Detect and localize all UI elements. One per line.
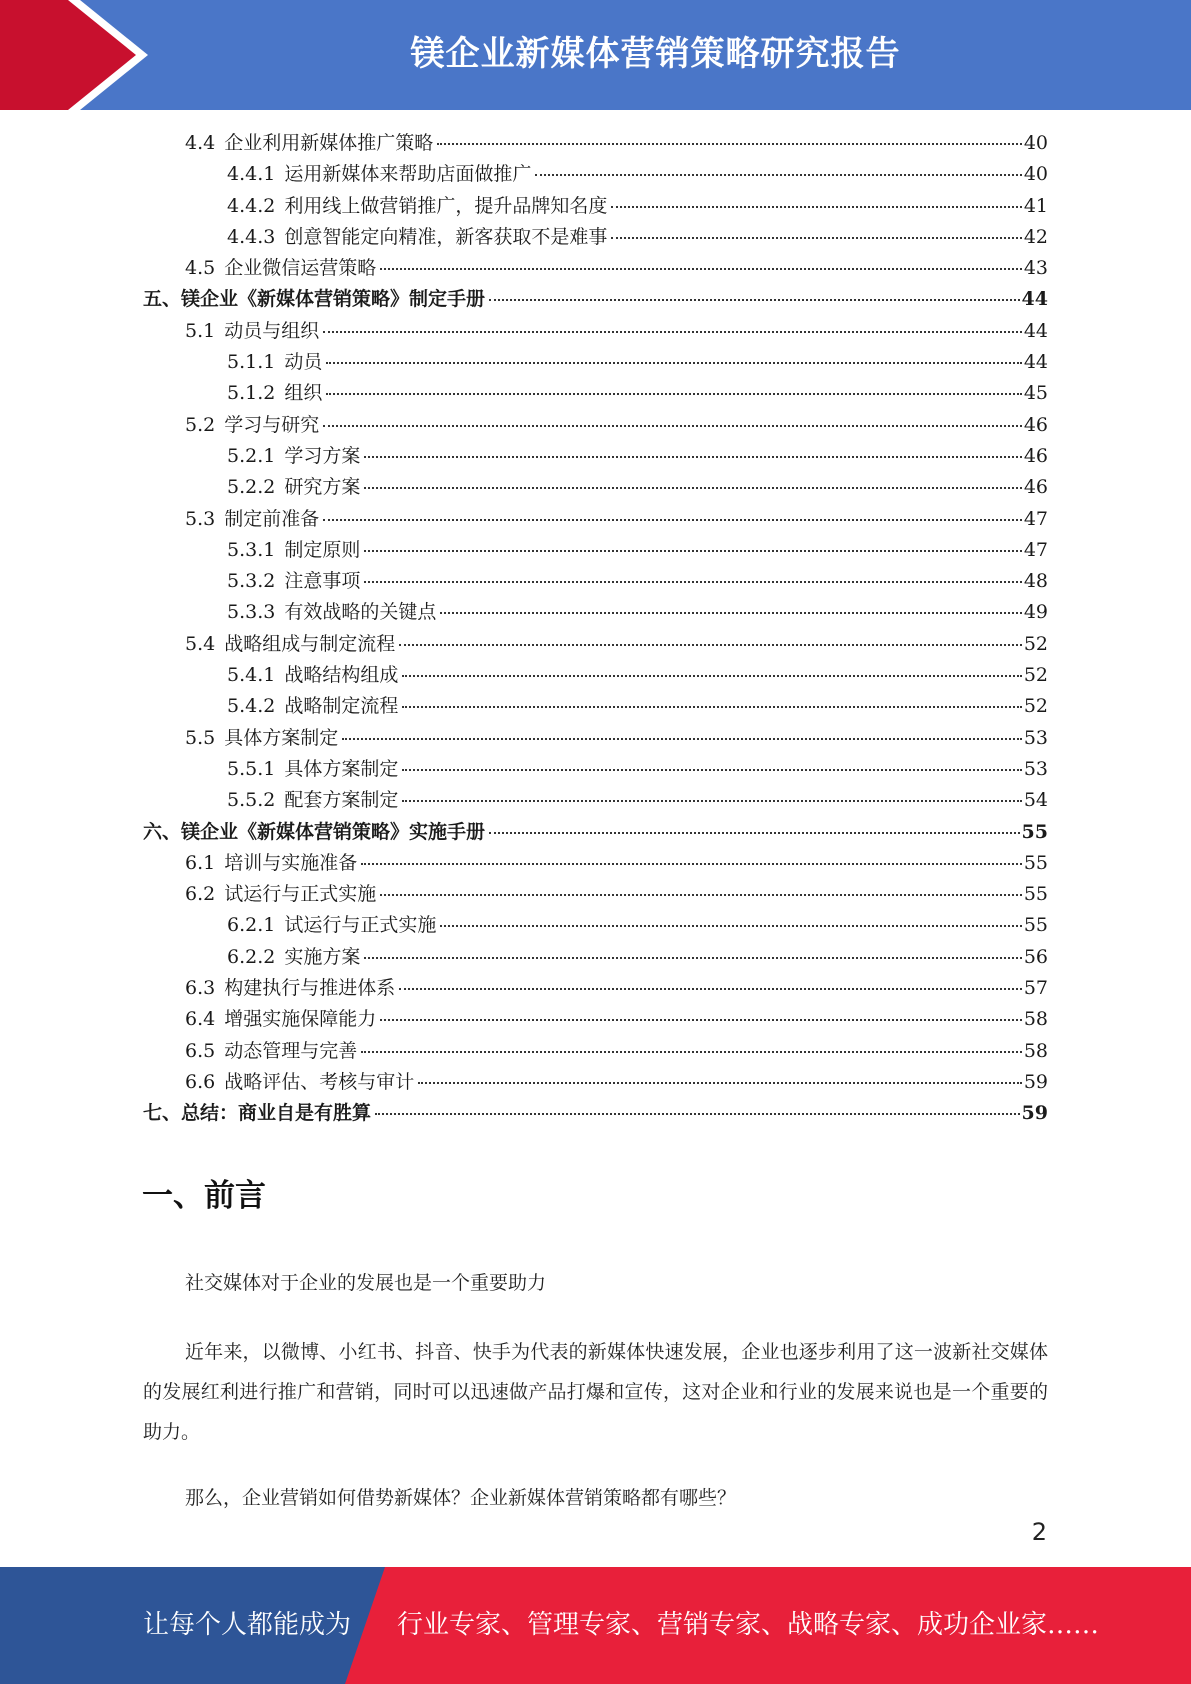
toc-entry[interactable] (143, 566, 1048, 597)
toc-entry-page: 41 (1023, 194, 1048, 217)
toc-entry-page: 52 (1023, 695, 1048, 718)
toc-entry-title: 配套方案制定 (284, 789, 399, 812)
toc-entry-number: 6.6 (185, 1070, 216, 1093)
toc-entry-page: 55 (1023, 883, 1048, 906)
toc-entry-number: 5.4.2 (227, 695, 276, 718)
toc-entry[interactable] (143, 222, 1048, 253)
footer-banner (0, 1567, 1191, 1684)
toc-dot-leader (440, 925, 1021, 927)
toc-entry-page: 44 (1023, 319, 1048, 342)
toc-entry-title: 战略制定流程 (284, 695, 399, 718)
toc-entry-page: 45 (1023, 382, 1048, 405)
toc-entry-title: 企业微信运营策略 (224, 257, 377, 280)
toc-entry-title: 试运行与正式实施 (224, 883, 377, 906)
toc-entry[interactable] (143, 316, 1048, 347)
paragraph-3: 那么，企业营销如何借势新媒体？企业新媒体营销策略都有哪些？ (185, 1487, 737, 1509)
toc-entry-page: 58 (1023, 1008, 1048, 1031)
toc-dot-leader (418, 1082, 1022, 1084)
toc-entry[interactable] (143, 441, 1048, 472)
toc-dot-leader (364, 957, 1021, 959)
toc-entry-number: 5.2.2 (227, 476, 276, 499)
toc-entry-title: 制定前准备 (224, 507, 320, 530)
toc-entry-page: 55 (1023, 851, 1048, 874)
toc-entry[interactable] (143, 910, 1048, 941)
document-title: 镁企业新媒体营销策略研究报告 (410, 34, 901, 74)
toc-entry-number: 4.4 (185, 132, 216, 154)
toc-entry-number: 5.1.1 (227, 351, 276, 374)
toc-entry[interactable] (143, 660, 1048, 691)
toc-entry-title: 研究方案 (284, 476, 361, 499)
toc-entry-page: 58 (1023, 1039, 1048, 1062)
toc-entry-number: 5.2.1 (227, 444, 276, 467)
toc-dot-leader (323, 519, 1022, 521)
toc-entry-page: 46 (1023, 444, 1048, 467)
toc-entry-page: 59 (1021, 1102, 1048, 1125)
toc-dot-leader (489, 299, 1020, 301)
toc-entry-number: 6.5 (185, 1039, 216, 1062)
toc-entry-page: 40 (1023, 163, 1048, 186)
toc-entry-title: 具体方案制定 (284, 757, 399, 780)
toc-dot-leader (402, 706, 1021, 708)
toc-dot-leader (326, 393, 1021, 395)
toc-entry[interactable] (143, 942, 1048, 973)
toc-entry-number: 6.4 (185, 1008, 216, 1031)
toc-entry-number: 4.4.3 (227, 225, 276, 248)
toc-entry-title: 战略评估、考核与审计 (224, 1070, 415, 1093)
toc-dot-leader (437, 143, 1022, 145)
toc-dot-leader (380, 1019, 1022, 1021)
toc-entry-number: 6.2.2 (227, 945, 276, 968)
toc-entry-number: 4.4.2 (227, 194, 276, 217)
toc-entry-page: 44 (1023, 351, 1048, 374)
toc-entry[interactable] (143, 535, 1048, 566)
toc-entry-number: 6.2 (185, 883, 216, 906)
toc-entry[interactable] (143, 191, 1048, 222)
toc-dot-leader (399, 644, 1022, 646)
toc-entry-title: 具体方案制定 (224, 726, 339, 749)
toc-dot-leader (361, 863, 1022, 865)
toc-entry[interactable] (143, 848, 1048, 879)
toc-entry-page: 47 (1023, 507, 1048, 530)
table-of-contents (143, 128, 1048, 1130)
toc-entry-page: 55 (1021, 820, 1048, 843)
footer-slogan-left: 让每个人都能成为 (143, 1610, 352, 1640)
toc-entry-page: 57 (1023, 977, 1048, 1000)
toc-entry-title: 构建执行与推进体系 (224, 977, 396, 1000)
toc-dot-leader (375, 1113, 1020, 1115)
toc-entry-title: 创意智能定向精准，新客获取不是难事 (284, 225, 608, 248)
toc-entry-title: 实施方案 (284, 945, 361, 968)
toc-entry[interactable] (143, 284, 1048, 315)
toc-entry[interactable] (143, 629, 1048, 660)
toc-entry[interactable] (143, 973, 1048, 1004)
toc-entry-page: 53 (1023, 757, 1048, 780)
toc-dot-leader (364, 550, 1021, 552)
toc-entry-page: 42 (1023, 225, 1048, 248)
toc-entry-page: 43 (1023, 257, 1048, 280)
toc-entry-page: 44 (1021, 288, 1048, 311)
toc-entry-number: 6.2.1 (227, 914, 276, 937)
toc-dot-leader (611, 206, 1021, 208)
toc-entry[interactable] (143, 879, 1048, 910)
page-number: 2 (1031, 1518, 1047, 1546)
toc-entry-title: 动员与组织 (224, 319, 320, 342)
toc-entry[interactable] (143, 1098, 1048, 1129)
toc-dot-leader (323, 425, 1022, 427)
toc-entry-title: 战略结构组成 (284, 664, 399, 687)
paragraph-2: 近年来，以微博、小红书、抖音、快手为代表的新媒体快速发展，企业也逐步利用了这一波新社交媒体的发展红利进行推广和营销，同时可以迅速做产品打爆和宣传，这对企业和行业的发展来说也是一个重要的助力。 (143, 1341, 1048, 1443)
toc-entry-page: 48 (1023, 570, 1048, 593)
toc-entry-page: 56 (1023, 945, 1048, 968)
toc-dot-leader (402, 800, 1021, 802)
toc-dot-leader (402, 769, 1021, 771)
toc-entry-title: 利用线上做营销推广，提升品牌知名度 (284, 194, 608, 217)
toc-dot-leader (611, 237, 1021, 239)
toc-entry-title: 六、镁企业《新媒体营销策略》实施手册 (143, 820, 486, 843)
toc-entry-number: 5.5.2 (227, 789, 276, 812)
toc-entry[interactable] (143, 159, 1048, 190)
toc-entry-title: 增强实施保障能力 (224, 1008, 377, 1031)
toc-dot-leader (535, 174, 1021, 176)
toc-entry-number: 5.1.2 (227, 382, 276, 405)
toc-entry-title: 培训与实施准备 (224, 851, 358, 874)
toc-entry[interactable] (143, 410, 1048, 441)
toc-entry-title: 有效战略的关键点 (284, 601, 437, 624)
toc-entry-number: 5.5 (185, 726, 216, 749)
header-arrow-icon (0, 0, 160, 110)
toc-entry[interactable] (143, 504, 1048, 535)
toc-entry[interactable] (143, 253, 1048, 284)
toc-entry[interactable] (143, 1067, 1048, 1098)
toc-entry-title: 组织 (284, 382, 323, 405)
toc-entry-number: 6.3 (185, 977, 216, 1000)
toc-dot-leader (364, 581, 1021, 583)
toc-entry-number: 5.3 (185, 507, 216, 530)
toc-entry-title: 战略组成与制定流程 (224, 632, 396, 655)
toc-entry-number: 5.3.1 (227, 538, 276, 561)
toc-entry-title: 注意事项 (284, 570, 361, 593)
toc-entry-page: 53 (1023, 726, 1048, 749)
toc-entry-page: 52 (1023, 664, 1048, 687)
toc-entry-page: 46 (1023, 413, 1048, 436)
toc-entry-number: 5.4.1 (227, 664, 276, 687)
toc-entry-title: 制定原则 (284, 538, 361, 561)
header-banner (0, 0, 1191, 110)
toc-entry-title: 动员 (284, 351, 323, 374)
toc-entry[interactable] (143, 785, 1048, 816)
toc-entry-page: 47 (1023, 538, 1048, 561)
toc-entry-title: 五、镁企业《新媒体营销策略》制定手册 (143, 288, 486, 311)
toc-entry-number: 5.1 (185, 319, 216, 342)
toc-entry[interactable] (143, 347, 1048, 378)
toc-dot-leader (489, 832, 1020, 834)
toc-entry-page: 55 (1023, 914, 1048, 937)
toc-entry-page: 40 (1023, 132, 1048, 154)
toc-entry-number: 5.5.1 (227, 757, 276, 780)
toc-dot-leader (323, 331, 1022, 333)
toc-entry[interactable] (143, 754, 1048, 785)
toc-entry-number: 5.4 (185, 632, 216, 655)
toc-entry-title: 七、总结：商业自是有胜算 (143, 1102, 372, 1125)
toc-entry-title: 试运行与正式实施 (284, 914, 437, 937)
toc-entry-number: 4.5 (185, 257, 216, 280)
footer-slogan-right: 行业专家、管理专家、营销专家、战略专家、成功企业家…… (397, 1610, 1100, 1640)
toc-dot-leader (399, 988, 1022, 990)
toc-dot-leader (380, 268, 1022, 270)
toc-entry[interactable] (143, 691, 1048, 722)
toc-dot-leader (342, 738, 1022, 740)
toc-entry-page: 52 (1023, 632, 1048, 655)
toc-entry-title: 企业利用新媒体推广策略 (224, 132, 434, 154)
toc-dot-leader (364, 456, 1021, 458)
toc-entry-title: 学习方案 (284, 444, 361, 467)
toc-entry[interactable] (143, 597, 1048, 628)
section-heading: 一、前言 (142, 1178, 266, 1214)
toc-entry-number: 4.4.1 (227, 163, 276, 186)
toc-dot-leader (440, 612, 1021, 614)
toc-entry-title: 运用新媒体来帮助店面做推广 (284, 163, 532, 186)
toc-entry-page: 54 (1023, 789, 1048, 812)
toc-entry-title: 动态管理与完善 (224, 1039, 358, 1062)
toc-entry[interactable] (143, 378, 1048, 409)
toc-dot-leader (402, 675, 1021, 677)
toc-entry[interactable] (143, 1004, 1048, 1035)
toc-dot-leader (326, 362, 1021, 364)
toc-entry[interactable] (143, 472, 1048, 503)
toc-entry[interactable] (143, 723, 1048, 754)
toc-entry[interactable] (143, 1036, 1048, 1067)
toc-entry-number: 5.3.2 (227, 570, 276, 593)
toc-entry-page: 46 (1023, 476, 1048, 499)
toc-entry-page: 59 (1023, 1070, 1048, 1093)
toc-entry-title: 学习与研究 (224, 413, 320, 436)
toc-dot-leader (380, 894, 1022, 896)
toc-entry-page: 49 (1023, 601, 1048, 624)
toc-entry[interactable] (143, 128, 1048, 159)
toc-entry-number: 6.1 (185, 851, 216, 874)
toc-dot-leader (361, 1051, 1022, 1053)
toc-dot-leader (364, 487, 1021, 489)
toc-entry-number: 5.3.3 (227, 601, 276, 624)
paragraph-1: 社交媒体对于企业的发展也是一个重要助力 (185, 1272, 547, 1294)
toc-entry-number: 5.2 (185, 413, 216, 436)
toc-entry[interactable] (143, 817, 1048, 848)
